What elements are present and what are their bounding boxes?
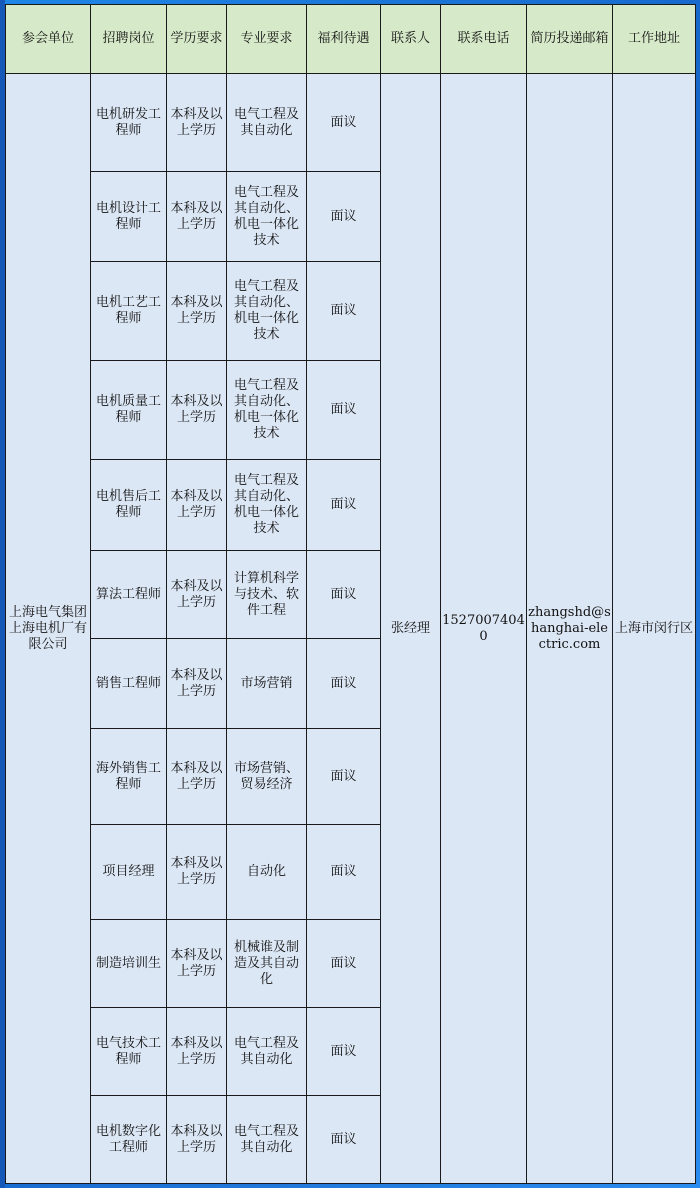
email-cell: zhangshd@shanghai-electric.com bbox=[527, 74, 613, 1184]
position-cell: 销售工程师 bbox=[91, 639, 167, 729]
major-cell: 电气工程及其自动化、机电一体化技术 bbox=[227, 460, 307, 551]
contact-cell: 张经理 bbox=[381, 74, 441, 1184]
position-cell: 制造培训生 bbox=[91, 920, 167, 1008]
header-contact: 联系人 bbox=[381, 5, 441, 74]
position-cell: 电机工艺工程师 bbox=[91, 262, 167, 361]
benefits-cell: 面议 bbox=[307, 920, 381, 1008]
benefits-cell: 面议 bbox=[307, 172, 381, 262]
benefits-cell: 面议 bbox=[307, 1008, 381, 1096]
benefits-cell: 面议 bbox=[307, 361, 381, 460]
recruitment-table bbox=[5, 4, 696, 1184]
major-cell: 电气工程及其自动化、机电一体化技术 bbox=[227, 361, 307, 460]
benefits-cell: 面议 bbox=[307, 551, 381, 639]
education-cell: 本科及以上学历 bbox=[167, 729, 227, 825]
header-company: 参会单位 bbox=[6, 5, 91, 74]
phone-cell: 15270074040 bbox=[441, 74, 527, 1184]
header-row bbox=[6, 5, 696, 74]
position-cell: 海外销售工程师 bbox=[91, 729, 167, 825]
table-row bbox=[6, 74, 696, 172]
benefits-cell: 面议 bbox=[307, 729, 381, 825]
benefits-cell: 面议 bbox=[307, 74, 381, 172]
education-cell: 本科及以上学历 bbox=[167, 361, 227, 460]
position-cell: 算法工程师 bbox=[91, 551, 167, 639]
header-education: 学历要求 bbox=[167, 5, 227, 74]
major-cell: 电气工程及其自动化、机电一体化技术 bbox=[227, 262, 307, 361]
benefits-cell: 面议 bbox=[307, 825, 381, 920]
header-address: 工作地址 bbox=[613, 5, 696, 74]
major-cell: 电气工程及其自动化 bbox=[227, 1008, 307, 1096]
header-benefits: 福利待遇 bbox=[307, 5, 381, 74]
address-cell: 上海市闵行区 bbox=[613, 74, 696, 1184]
major-cell: 自动化 bbox=[227, 825, 307, 920]
major-cell: 计算机科学与技术、软件工程 bbox=[227, 551, 307, 639]
header-major: 专业要求 bbox=[227, 5, 307, 74]
benefits-cell: 面议 bbox=[307, 1096, 381, 1184]
position-cell: 项目经理 bbox=[91, 825, 167, 920]
position-cell: 电机设计工程师 bbox=[91, 172, 167, 262]
major-cell: 市场营销 bbox=[227, 639, 307, 729]
position-cell: 电机研发工程师 bbox=[91, 74, 167, 172]
company-cell: 上海电气集团上海电机厂有限公司 bbox=[6, 74, 91, 1184]
education-cell: 本科及以上学历 bbox=[167, 639, 227, 729]
major-cell: 市场营销、贸易经济 bbox=[227, 729, 307, 825]
major-cell: 电气工程及其自动化 bbox=[227, 1096, 307, 1184]
position-cell: 电机数字化工程师 bbox=[91, 1096, 167, 1184]
position-cell: 电机质量工程师 bbox=[91, 361, 167, 460]
header-phone: 联系电话 bbox=[441, 5, 527, 74]
education-cell: 本科及以上学历 bbox=[167, 825, 227, 920]
major-cell: 机械谁及制造及其自动化 bbox=[227, 920, 307, 1008]
education-cell: 本科及以上学历 bbox=[167, 1096, 227, 1184]
education-cell: 本科及以上学历 bbox=[167, 460, 227, 551]
header-position: 招聘岗位 bbox=[91, 5, 167, 74]
education-cell: 本科及以上学历 bbox=[167, 551, 227, 639]
position-cell: 电气技术工程师 bbox=[91, 1008, 167, 1096]
education-cell: 本科及以上学历 bbox=[167, 262, 227, 361]
benefits-cell: 面议 bbox=[307, 460, 381, 551]
education-cell: 本科及以上学历 bbox=[167, 74, 227, 172]
position-cell: 电机售后工程师 bbox=[91, 460, 167, 551]
major-cell: 电气工程及其自动化 bbox=[227, 74, 307, 172]
benefits-cell: 面议 bbox=[307, 639, 381, 729]
education-cell: 本科及以上学历 bbox=[167, 1008, 227, 1096]
major-cell: 电气工程及其自动化、机电一体化技术 bbox=[227, 172, 307, 262]
education-cell: 本科及以上学历 bbox=[167, 920, 227, 1008]
header-email: 简历投递邮箱 bbox=[527, 5, 613, 74]
education-cell: 本科及以上学历 bbox=[167, 172, 227, 262]
benefits-cell: 面议 bbox=[307, 262, 381, 361]
